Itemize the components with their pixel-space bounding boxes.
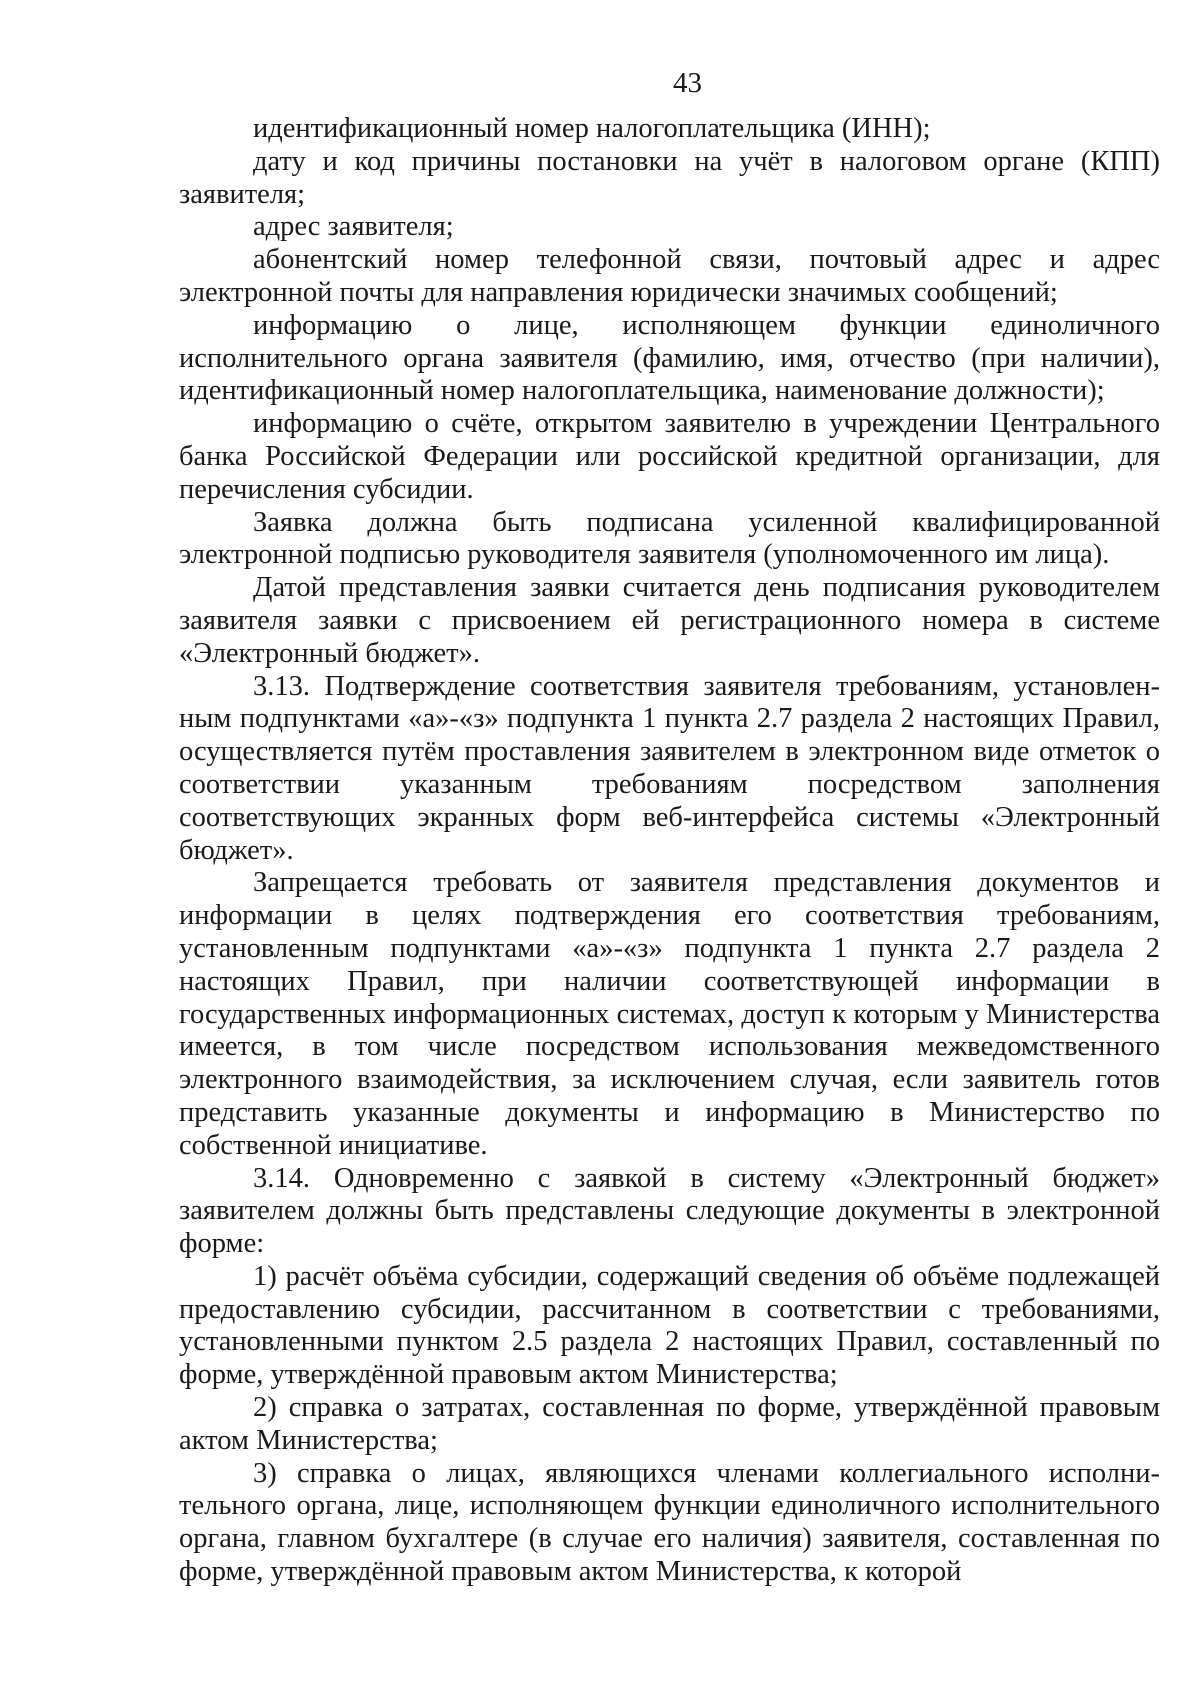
paragraph-executive-info: информацию о лице, исполняющем функции единоличного исполнительного органа заявителя (фамилию, имя, отчество (при наличии), идентификационный номер налогоплательщика, наименование должности);	[179, 309, 1160, 407]
paragraph-signature: Заявка должна быть подписана усиленной квалифицированной электронной подписью руководителя заявителя (уполномоченного им лица).	[179, 506, 1160, 571]
list-item-2: 2) справка о затратах, составленная по форме, утверждённой правовым актом Министерства;	[179, 1392, 1160, 1456]
paragraph-contacts: абонентский номер телефонной связи, почтовый адрес и адрес электронной почты для направления юридически значимых сообщений;	[179, 244, 1160, 308]
paragraph-prohibition: Запрещается требовать от заявителя представления документов и информации в целях подтверждения его соответствия требованиям, установленным подпунктами «а»-«з» подпункта 1 пункта 2.7 раздела 2 настоящих Правил, при наличии соответствующей информации в государственных информационных системах, доступ к которым у Министерства имеется, в том числе посредством использования межведомственного электронного взаимодействия, за исключением случая, если заявитель готов представить указанные документы и информацию в Министерство по собственной инициативе.	[179, 867, 1160, 1161]
list-item-1: 1) расчёт объёма субсидии, содержащий сведения об объёме подлежащей предоставлению субсидии, рассчитанном в соответствии с требованиями, установленными пунктом 2.5 раздела 2 настоящих Правил, составленный по форме, утверждённой правовым актом Министерства;	[179, 1260, 1160, 1391]
list-item-3: 3) справка о лицах, являющихся членами коллегиального исполнительного органа, лице, исполняющем функции единоличного исполнительного органа, главном бухгалтере (в случае его наличия) заявителя, составленная по форме, утверждённой правовым актом Министерства, к которой	[179, 1457, 1160, 1588]
paragraph-3-14: 3.14. Одновременно с заявкой в систему «Электронный бюджет» заявителем должны быть представлены следующие документы в электронной форме:	[179, 1162, 1160, 1260]
paragraph-inn: идентификационный номер налогоплательщика (ИНН);	[253, 113, 931, 144]
page-number: 43	[673, 67, 702, 99]
paragraph-3-13: 3.13. Подтверждение соответствия заявителя требованиям, установленным подпунктами «а»-«з» подпункта 1 пункта 2.7 раздела 2 настоящих Правил, осуществляется путём проставления заявителем в электронном виде отметок о соответствии указанным требованиям посредством заполнения соответствующих экранных форм веб-интерфейса системы «Электронный бюджет».	[179, 670, 1160, 866]
paragraph-submission-date: Датой представления заявки считается день подписания руководителем заявителя заявки с присвоением ей регистрационного номера в системе «Электронный бюджет».	[179, 572, 1160, 669]
paragraph-address: адрес заявителя;	[253, 211, 454, 243]
paragraph-bank-account: информацию о счёте, открытом заявителю в учреждении Центрального банка Российской Федерации или российской кредитной организации, для перечисления субсидии.	[179, 408, 1160, 505]
document-body	[179, 113, 1160, 1589]
paragraph-kpp: дату и код причины постановки на учёт в налоговом органе (КПП) заявителя;	[179, 145, 1160, 210]
